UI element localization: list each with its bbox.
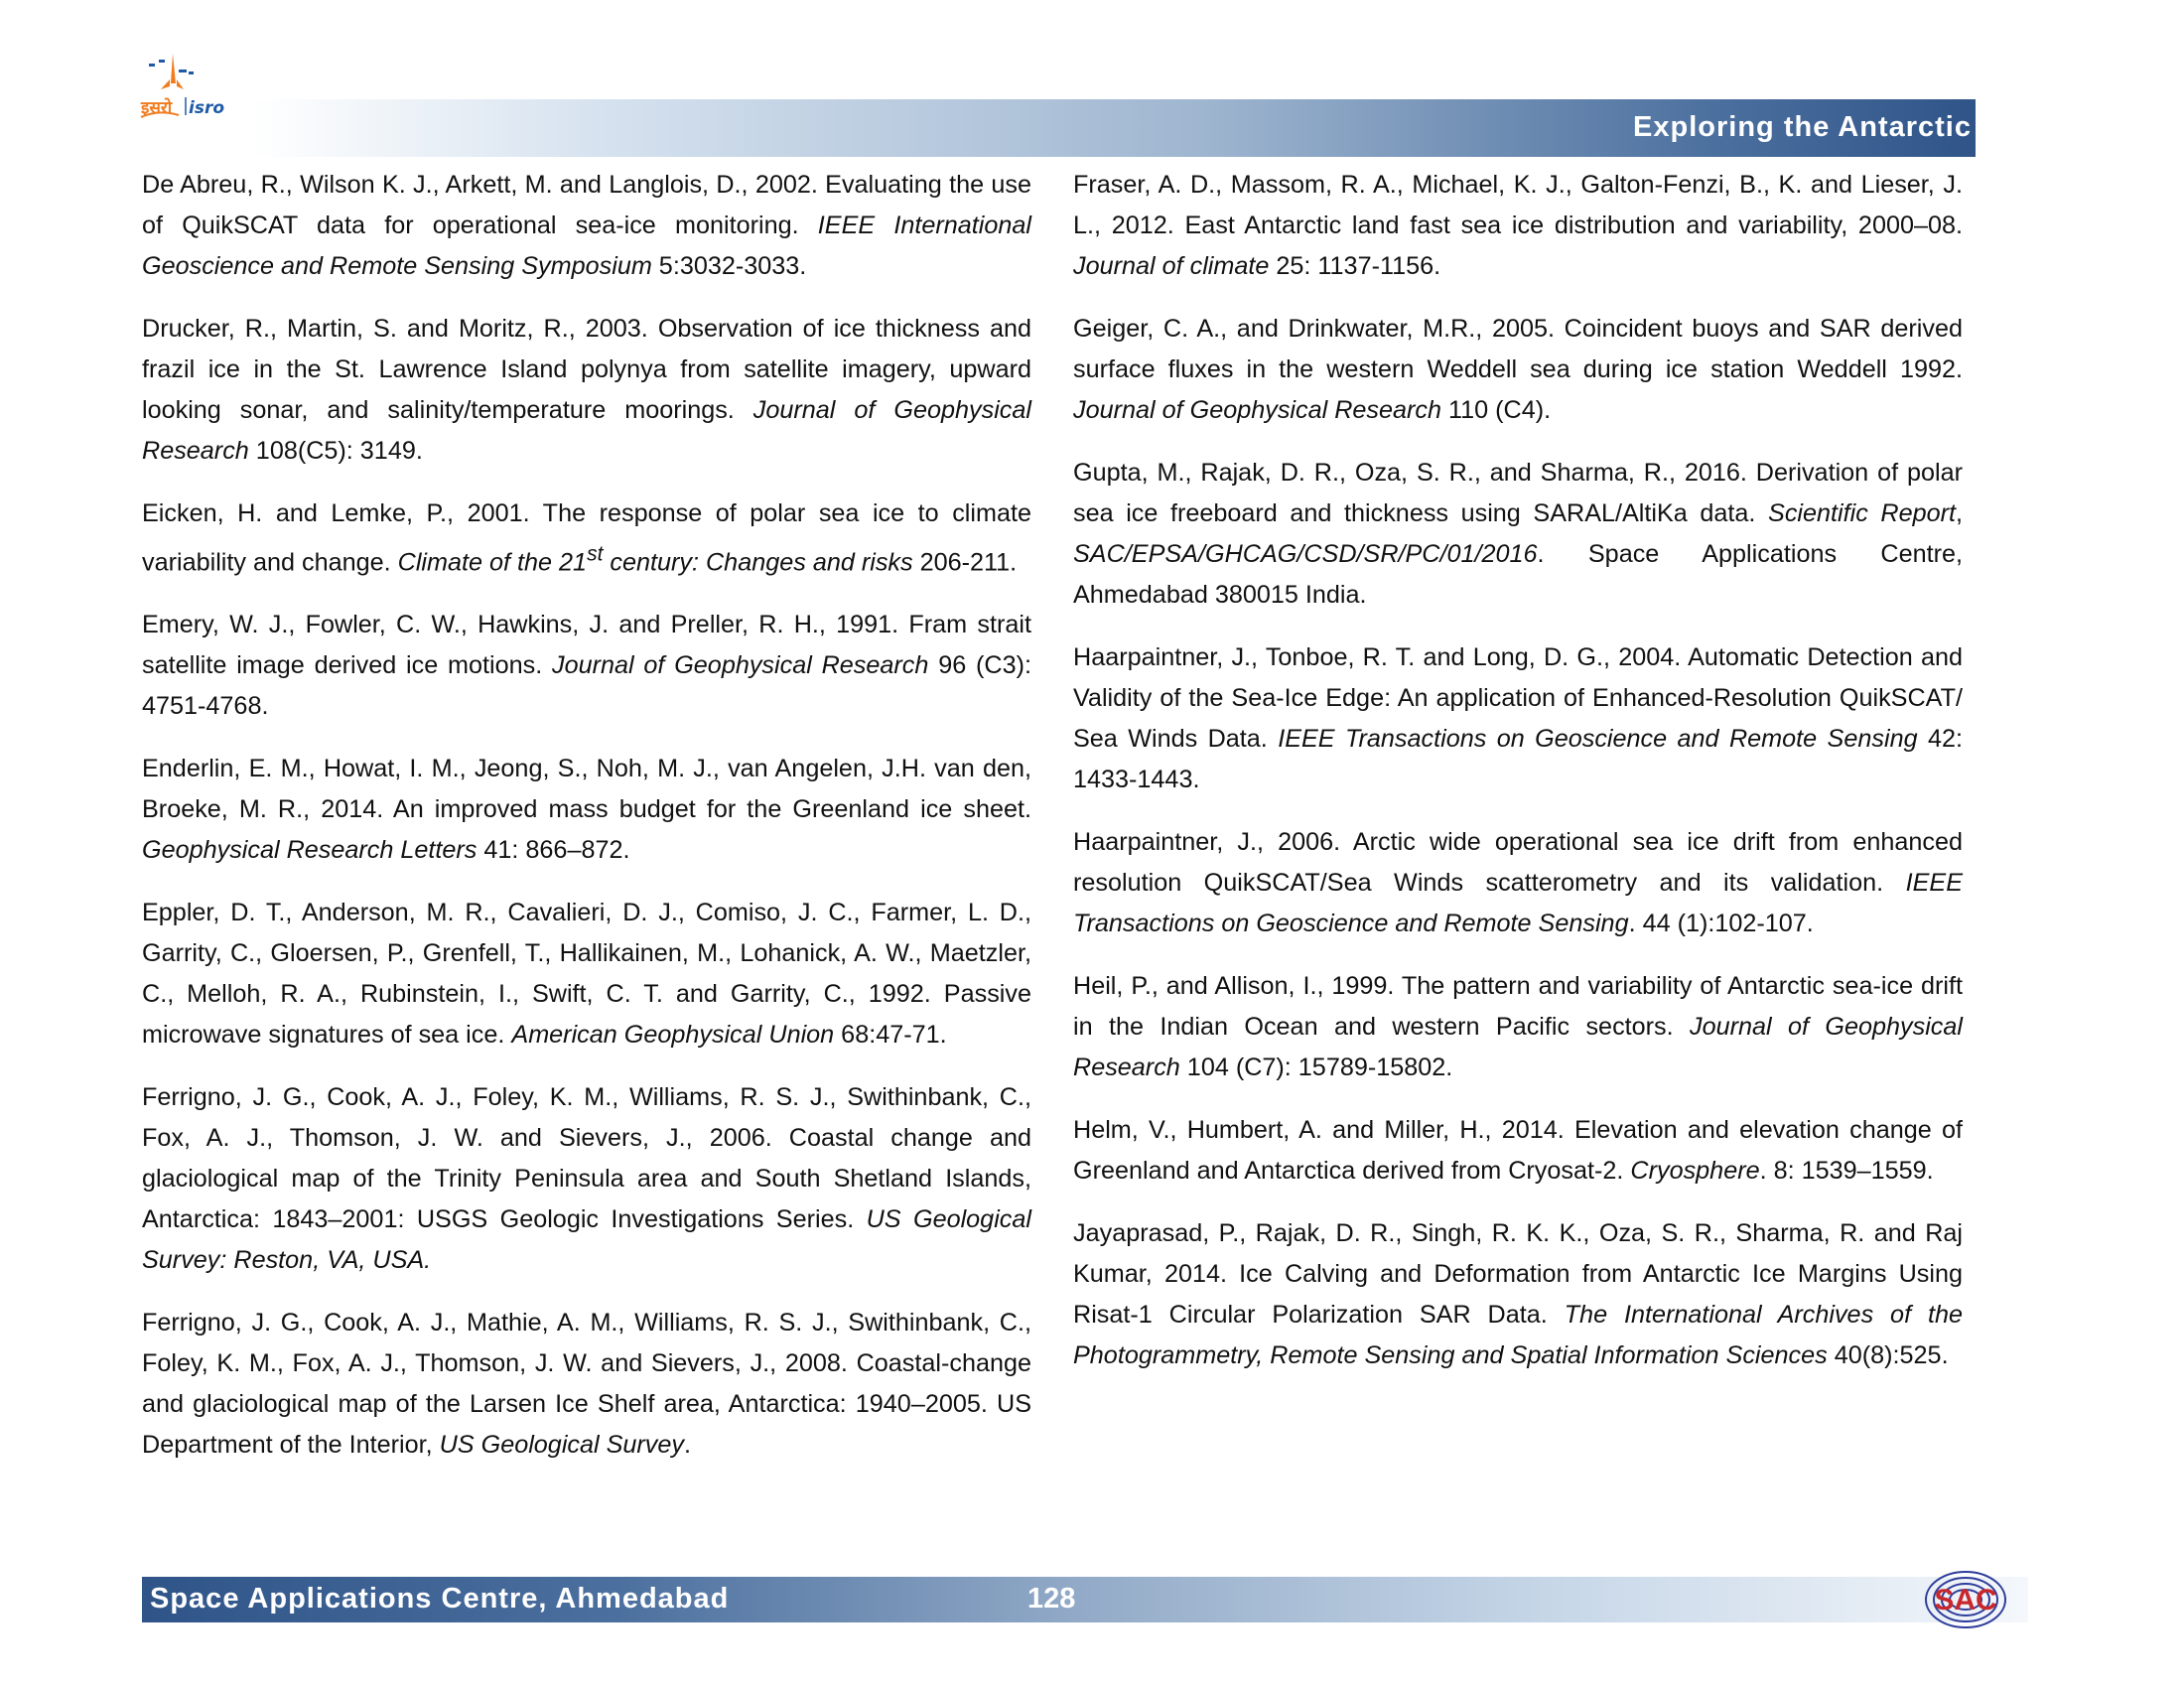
reference-entry: De Abreu, R., Wilson K. J., Arkett, M. and Langlois, D., 2002. Evaluating the use of QuikSCAT data for operational sea-ice monitoring. IEEE International Geoscience and Remote Sensing Symposium 5:3032-3033. bbox=[142, 171, 1031, 280]
reference-entry: Ferrigno, J. G., Cook, A. J., Mathie, A. M., Williams, R. S. J., Swithinbank, C., Foley, K. M., Fox, A. J., Thomson, J. W. and Sievers, J., 2008. Coastal-change and glaciological map of the Larsen Ice Shelf area, Antarctica: 1940–2005. US Department of the Interior, US Geological Survey. bbox=[142, 1309, 1031, 1460]
reference-entry: Ferrigno, J. G., Cook, A. J., Foley, K. M., Williams, R. S. J., Swithinbank, C., Fox, A. J., Thomson, J. W. and Sievers, J., 2006. Coastal change and glaciological map of the Trinity Peninsula area and South Shetland Islands, Antarctica: 1843–2001: USGS Geologic Investigations Series. US Geological Survey: Reston, VA, USA. bbox=[142, 1083, 1031, 1275]
footer-org-name: Space Applications Centre, Ahmedabad bbox=[150, 1583, 730, 1615]
sac-logo bbox=[1911, 1567, 2020, 1632]
svg-text:isro: isro bbox=[189, 98, 225, 118]
isro-logo bbox=[139, 50, 248, 124]
reference-entry: Gupta, M., Rajak, D. R., Oza, S. R., and Sharma, R., 2016. Derivation of polar sea ice freeboard and thickness using SARAL/AltiKa data. Scientific Report, SAC/EPSA/GHCAG/CSD/SR/PC/01/2016. Space Applications Centre, Ahmedabad 380015 India. bbox=[1073, 459, 1963, 609]
reference-entry: Emery, W. J., Fowler, C. W., Hawkins, J. and Preller, R. H., 1991. Fram strait satellite image derived ice motions. Journal of Geophysical Research 96 (C3): 4751-4768. bbox=[142, 611, 1032, 721]
header-bar bbox=[253, 99, 1976, 157]
header-title: Exploring the Antarctic bbox=[1633, 111, 1972, 143]
reference-entry: Heil, P., and Allison, I., 1999. The pattern and variability of Antarctic sea-ice drift in the Indian Ocean and western Pacific sectors. Journal of Geophysical Research 104 (C7): 15789-15802. bbox=[1073, 972, 1963, 1081]
references-left-column bbox=[142, 165, 1031, 1487]
reference-entry: Eicken, H. and Lemke, P., 2001. The response of polar sea ice to climate variability and change. Climate of the 21st century: Changes and risks 206-211. bbox=[142, 499, 1031, 577]
reference-entry: Geiger, C. A., and Drinkwater, M.R., 2005. Coincident buoys and SAR derived surface fluxes in the western Weddell sea during ice station Weddell 1992. Journal of Geophysical Research 110 (C4). bbox=[1073, 315, 1963, 424]
reference-entry: Helm, V., Humbert, A. and Miller, H., 2014. Elevation and elevation change of Greenland and Antarctica derived from Cryosat-2. Cryosphere. 8: 1539–1559. bbox=[1073, 1116, 1963, 1185]
reference-entry: Haarpaintner, J., 2006. Arctic wide operational sea ice drift from enhanced resolution QuikSCAT/Sea Winds scatterometry and its validation. IEEE Transactions on Geoscience and Remote Sensing. 44 (1):102-107. bbox=[1073, 828, 1963, 937]
isro-rocket-icon bbox=[139, 50, 248, 124]
reference-entry: Haarpaintner, J., Tonboe, R. T. and Long, D. G., 2004. Automatic Detection and Validity of the Sea-Ice Edge: An application of Enhanced-Resolution QuikSCAT/ Sea Winds Data. IEEE Transactions on Geoscience and Remote Sensing 42: 1433-1443. bbox=[1073, 643, 1964, 793]
footer-bar bbox=[142, 1577, 2028, 1622]
reference-entry: Jayaprasad, P., Rajak, D. R., Singh, R. K. K., Oza, S. R., Sharma, R. and Raj Kumar, 2014. Ice Calving and Deformation from Antarctic Ice Margins Using Risat-1 Circular Polarization SAR Data. The International Archives of the Photogrammetry, Remote Sensing and Spatial Information Sciences 40(8):525. bbox=[1073, 1219, 1963, 1369]
sac-emblem-icon bbox=[1911, 1567, 2020, 1632]
page-number: 128 bbox=[1027, 1583, 1076, 1615]
reference-entry: Fraser, A. D., Massom, R. A., Michael, K. J., Galton-Fenzi, B., K. and Lieser, J. L., 2012. East Antarctic land fast sea ice distribution and variability, 2000–08. Journal of climate 25: 1137-1156. bbox=[1073, 171, 1963, 280]
reference-entry: Enderlin, E. M., Howat, I. M., Jeong, S., Noh, M. J., van Angelen, J.H. van den, Broeke, M. R., 2014. An improved mass budget for the Greenland ice sheet. Geophysical Research Letters 41: 866–872. bbox=[142, 755, 1031, 865]
svg-text:SAC: SAC bbox=[1934, 1584, 1997, 1617]
reference-entry: Drucker, R., Martin, S. and Moritz, R., 2003. Observation of ice thickness and frazil ice in the St. Lawrence Island polynya from satellite imagery, upward looking sonar, and salinity/temperature moorings. Journal of Geophysical Research 108(C5): 3149. bbox=[142, 315, 1031, 465]
reference-entry: Eppler, D. T., Anderson, M. R., Cavalieri, D. J., Comiso, J. C., Farmer, L. D., Garrity, C., Gloersen, P., Grenfell, T., Hallikainen, M., Lohanick, A. W., Maetzler, C., Melloh, R. A., Rubinstein, I., Swift, C. T. and Garrity, C., 1992. Passive microwave signatures of sea ice. American Geophysical Union 68:47-71. bbox=[142, 899, 1031, 1050]
references-right-column bbox=[1073, 165, 1963, 1398]
svg-text:इसरो: इसरो bbox=[141, 98, 173, 118]
